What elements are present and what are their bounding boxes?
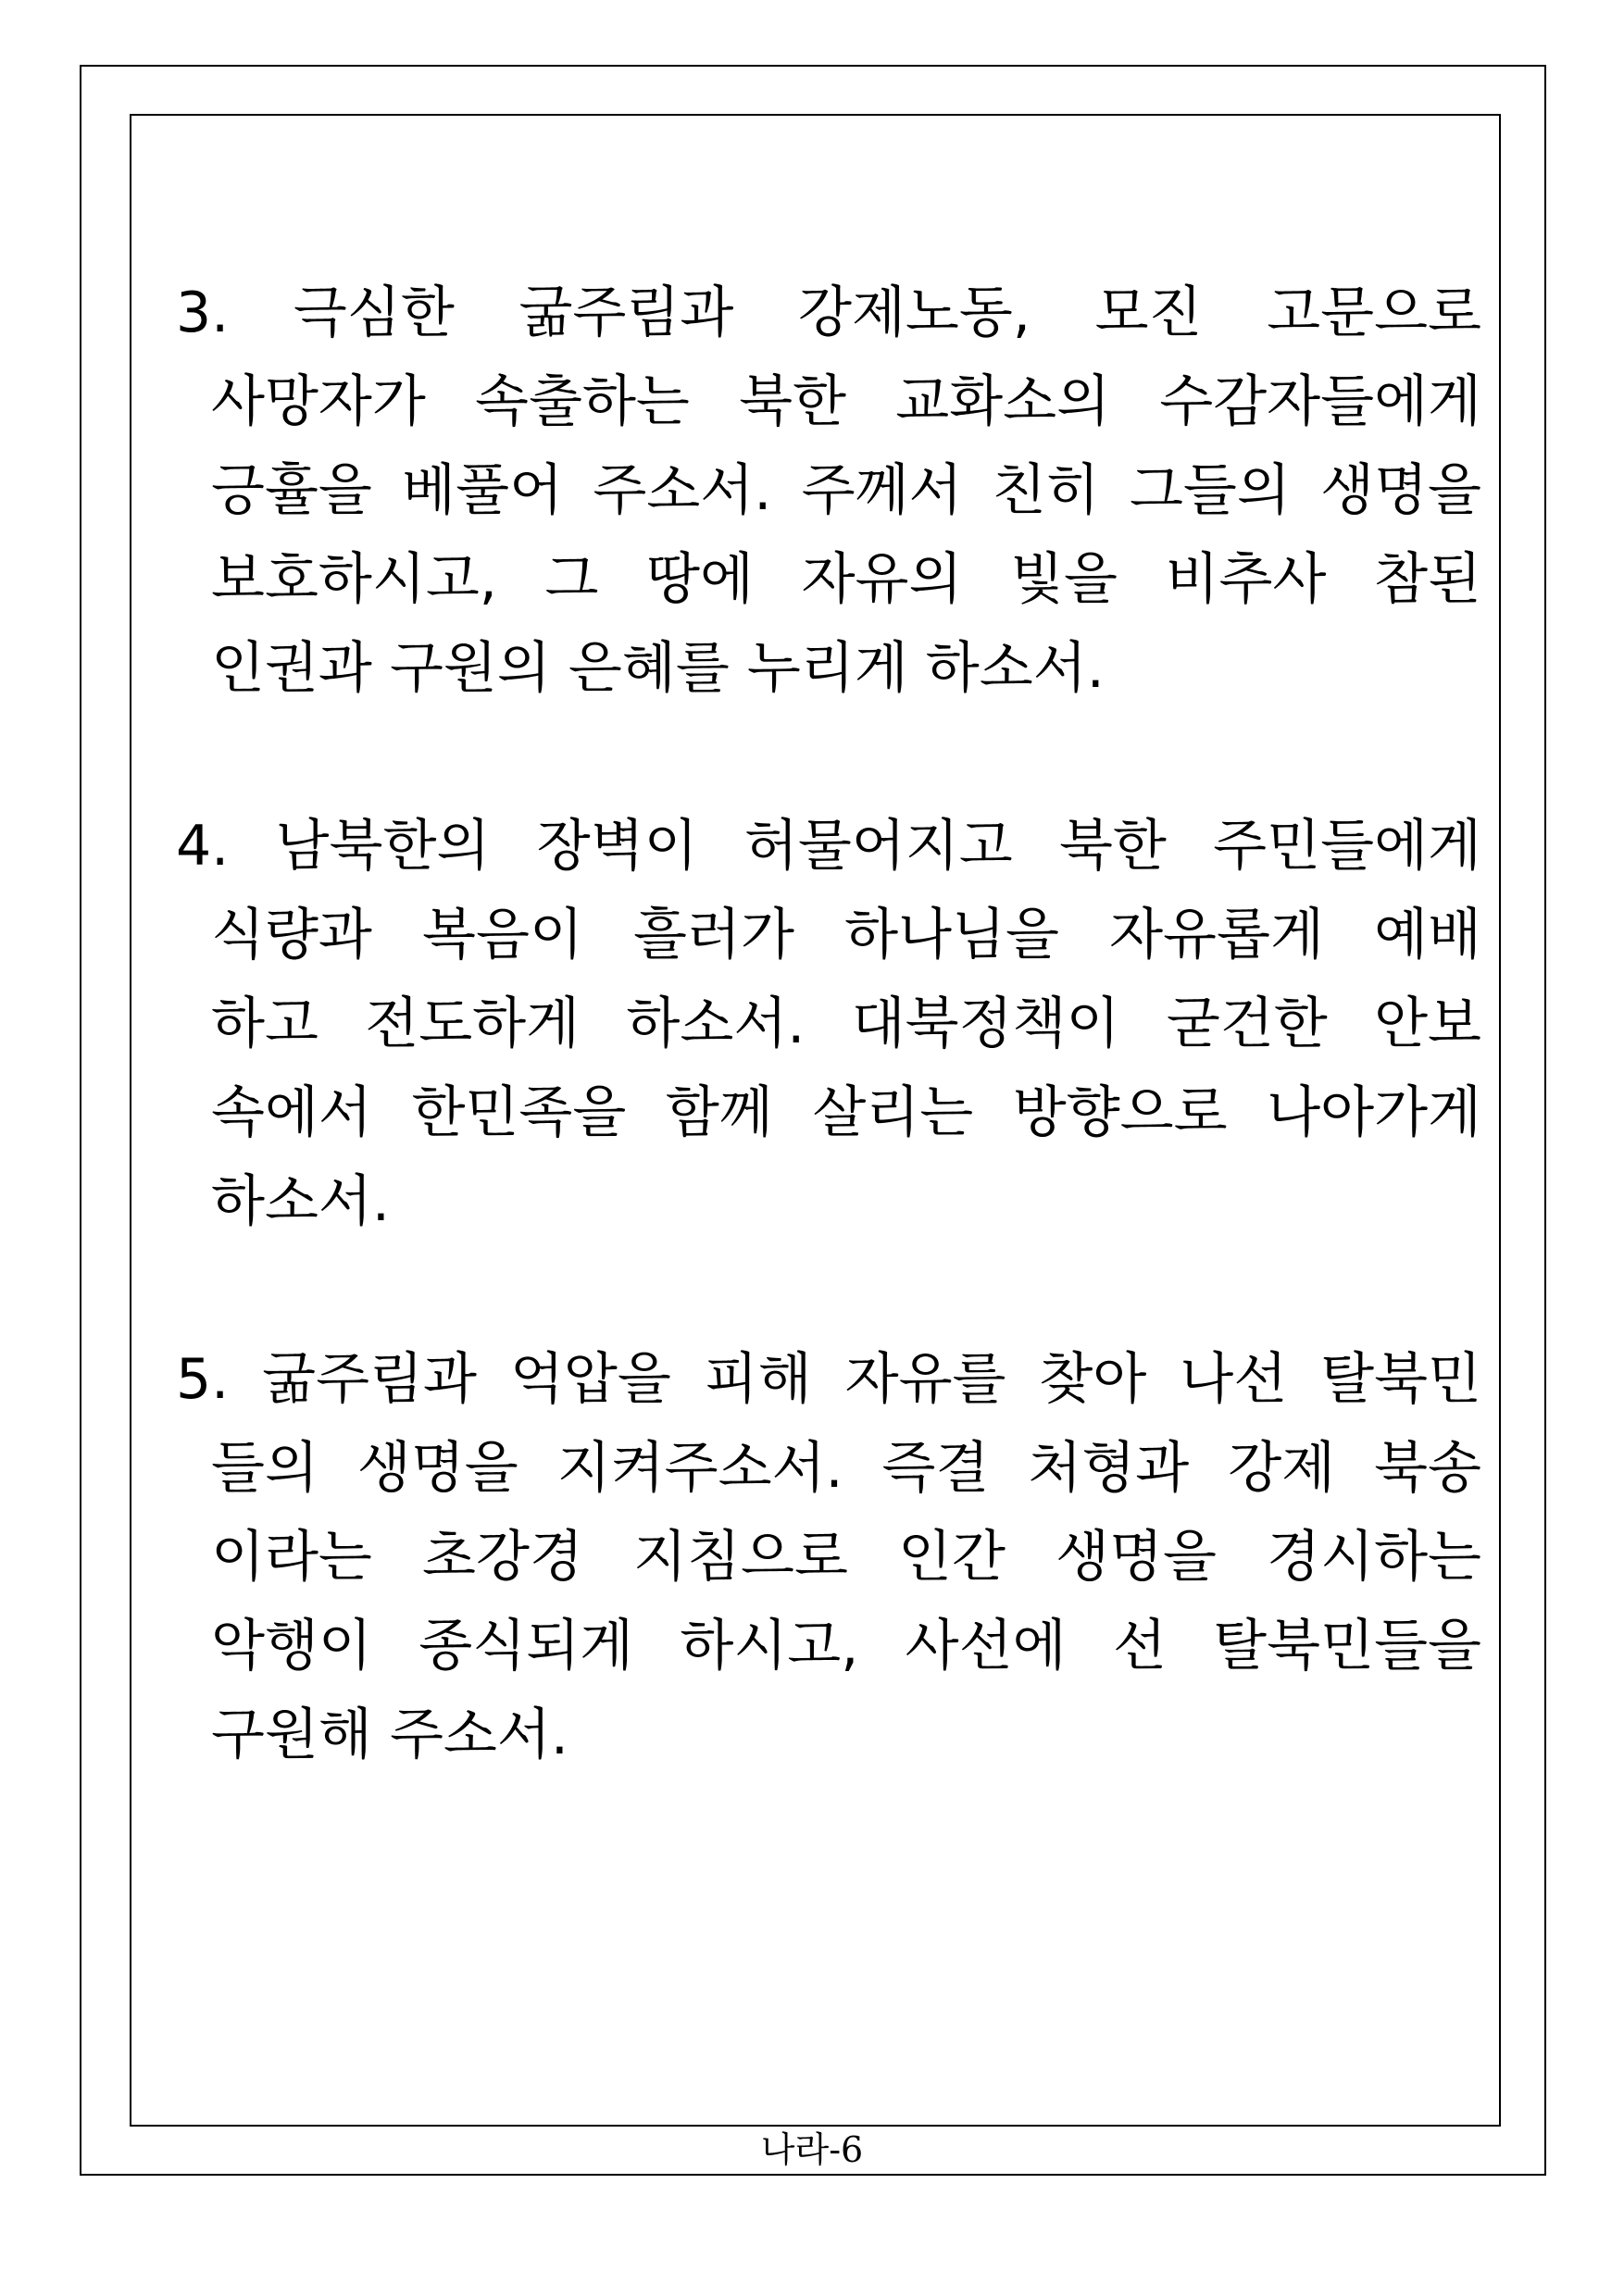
item-line: 구원해 주소서.	[211, 1703, 568, 1767]
item-line: 속에서 한민족을 함께 살리는 방향으로 나아가게	[211, 1080, 1481, 1145]
item-line: 악행이 종식되게 하시고, 사선에 선 탈북민들을	[211, 1614, 1481, 1678]
page-number: 나라-6	[760, 2129, 864, 2170]
item-line: 인권과 구원의 은혜를 누리게 하소서.	[211, 636, 1105, 701]
item-line: 3. 극심한 굶주림과 강제노동, 모진 고문으로	[176, 281, 1481, 345]
item-line: 4. 남북한의 장벽이 허물어지고 북한 주민들에게	[176, 814, 1481, 879]
prayer-item-4	[176, 802, 1481, 1246]
item-line: 하고 전도하게 하소서. 대북정책이 굳건한 안보	[211, 992, 1481, 1056]
item-line: 이라는 초강경 지침으로 인간 생명을 경시하는	[211, 1525, 1481, 1590]
prayer-list	[176, 268, 1481, 1868]
prayer-item-3	[176, 268, 1481, 713]
item-line: 하소서.	[211, 1169, 390, 1234]
item-line: 5. 굶주림과 억압을 피해 자유를 찾아 나선 탈북민	[176, 1347, 1481, 1412]
item-line: 보호하시고, 그 땅에 자유의 빛을 비추사 참된	[211, 547, 1481, 612]
item-line: 식량과 복음이 흘러가 하나님을 자유롭게 예배	[211, 903, 1481, 967]
item-line: 들의 생명을 지켜주소서. 즉결 처형과 강제 북송	[211, 1436, 1481, 1501]
item-line: 사망자가 속출하는 북한 교화소의 수감자들에게	[211, 369, 1481, 434]
item-line: 긍휼을 베풀어 주소서. 주께서 친히 그들의 생명을	[211, 458, 1481, 523]
prayer-item-5	[176, 1335, 1481, 1779]
